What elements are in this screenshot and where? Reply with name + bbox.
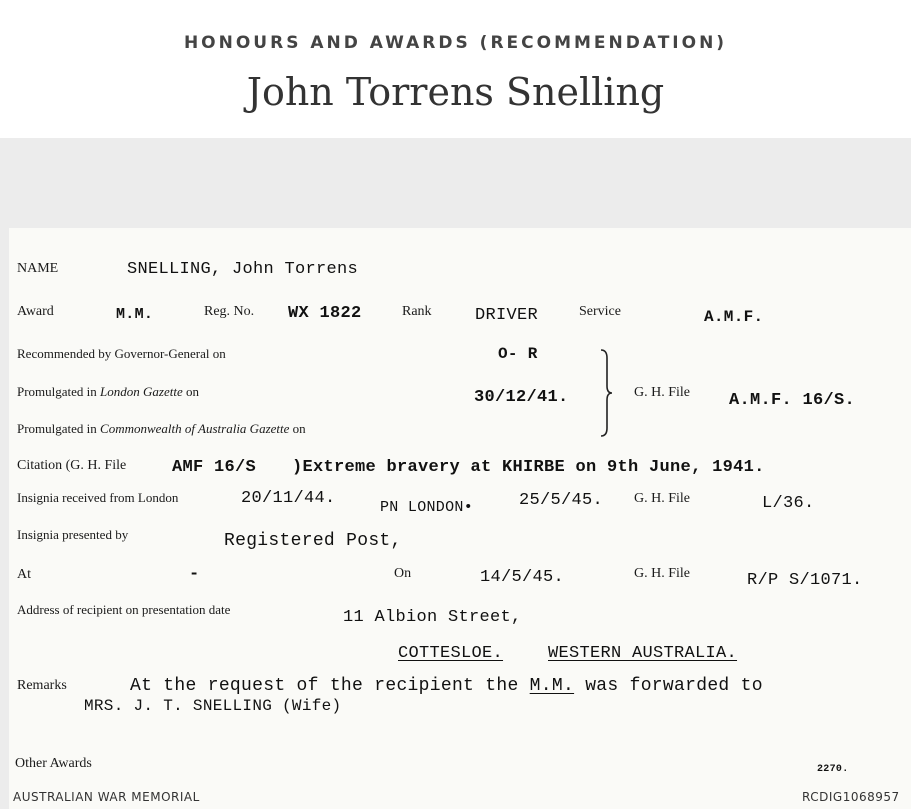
service-value: A.M.F.: [704, 308, 764, 326]
insignia-received-label: Insignia received from London: [17, 490, 179, 505]
label-part: on: [289, 421, 306, 436]
award-value: M.M.: [116, 306, 154, 323]
name-label: NAME: [17, 261, 59, 276]
gh-file-label-1: G. H. File: [634, 385, 690, 400]
citation-text: )Extreme bravery at KHIRBE on 9th June, 1941.: [292, 458, 765, 477]
reg-no-value: WX 1822: [288, 304, 362, 323]
page-title: John Torrens Snelling: [246, 70, 665, 114]
at-value: -: [189, 565, 200, 584]
footer-source: AUSTRALIAN WAR MEMORIAL: [13, 790, 200, 804]
rank-label: Rank: [402, 304, 432, 319]
label-part: on: [182, 384, 199, 399]
reg-no-label: Reg. No.: [204, 304, 255, 319]
recommended-value: O- R: [498, 345, 538, 363]
insignia-received-place: PN LONDON•: [380, 499, 474, 516]
promulgated-commonwealth-label: [17, 421, 306, 437]
record-type-heading: HONOURS AND AWARDS (RECOMMENDATION): [183, 33, 728, 53]
remarks-text: At the request of the recipient the: [130, 676, 530, 696]
insignia-received-date-2: 25/5/45.: [519, 491, 604, 510]
on-label: On: [394, 566, 412, 581]
address-label: Address of recipient on presentation date: [17, 602, 231, 617]
card-number: 2270.: [817, 764, 849, 775]
promulgated-london-label: [17, 384, 199, 400]
at-label: At: [17, 567, 31, 582]
gh-file-value-3: R/P S/1071.: [747, 571, 863, 590]
award-label: Award: [17, 304, 54, 319]
on-value: 14/5/45.: [480, 568, 565, 587]
citation-file: AMF 16/S: [172, 458, 257, 477]
name-value: SNELLING, John Torrens: [127, 260, 359, 279]
gh-file-value-1: A.M.F. 16/S.: [729, 391, 856, 410]
gh-file-value-2: L/36.: [762, 494, 815, 513]
page-header: [0, 0, 911, 138]
insignia-received-date: 20/11/44.: [241, 489, 336, 508]
service-label: Service: [579, 304, 621, 319]
address-state: WESTERN AUSTRALIA.: [548, 644, 738, 663]
remarks-line-2: MRS. J. T. SNELLING (Wife): [84, 697, 342, 715]
label-part: Promulgated in: [17, 421, 101, 436]
remarks-line-1: [130, 676, 763, 696]
address-city: COTTESLOE.: [398, 644, 504, 663]
other-awards-label: Other Awards: [15, 756, 92, 771]
gh-file-label-2: G. H. File: [634, 491, 690, 506]
label-italic-part: London Gazette: [100, 384, 183, 399]
remarks-text: was forwarded to: [574, 676, 763, 696]
label-italic-part: Commonwealth of Australia Gazette: [100, 421, 290, 436]
insignia-presented-value: Registered Post,: [224, 531, 402, 551]
footer-record-id: RCDIG1068957: [802, 790, 900, 804]
gh-file-label-3: G. H. File: [634, 566, 690, 581]
recommended-label: Recommended by Governor-General on: [17, 346, 226, 361]
promulgated-london-value: 30/12/41.: [474, 388, 569, 407]
bracket-mark: [599, 348, 613, 438]
remarks-label: Remarks: [17, 678, 67, 693]
record-card: [9, 228, 911, 809]
citation-label: Citation (G. H. File: [17, 458, 127, 473]
remarks-award: M.M.: [529, 676, 575, 696]
rank-value: DRIVER: [475, 306, 539, 325]
insignia-presented-label: Insignia presented by: [17, 527, 129, 542]
address-line-1: 11 Albion Street,: [343, 608, 522, 627]
label-part: Promulgated in: [17, 384, 101, 399]
